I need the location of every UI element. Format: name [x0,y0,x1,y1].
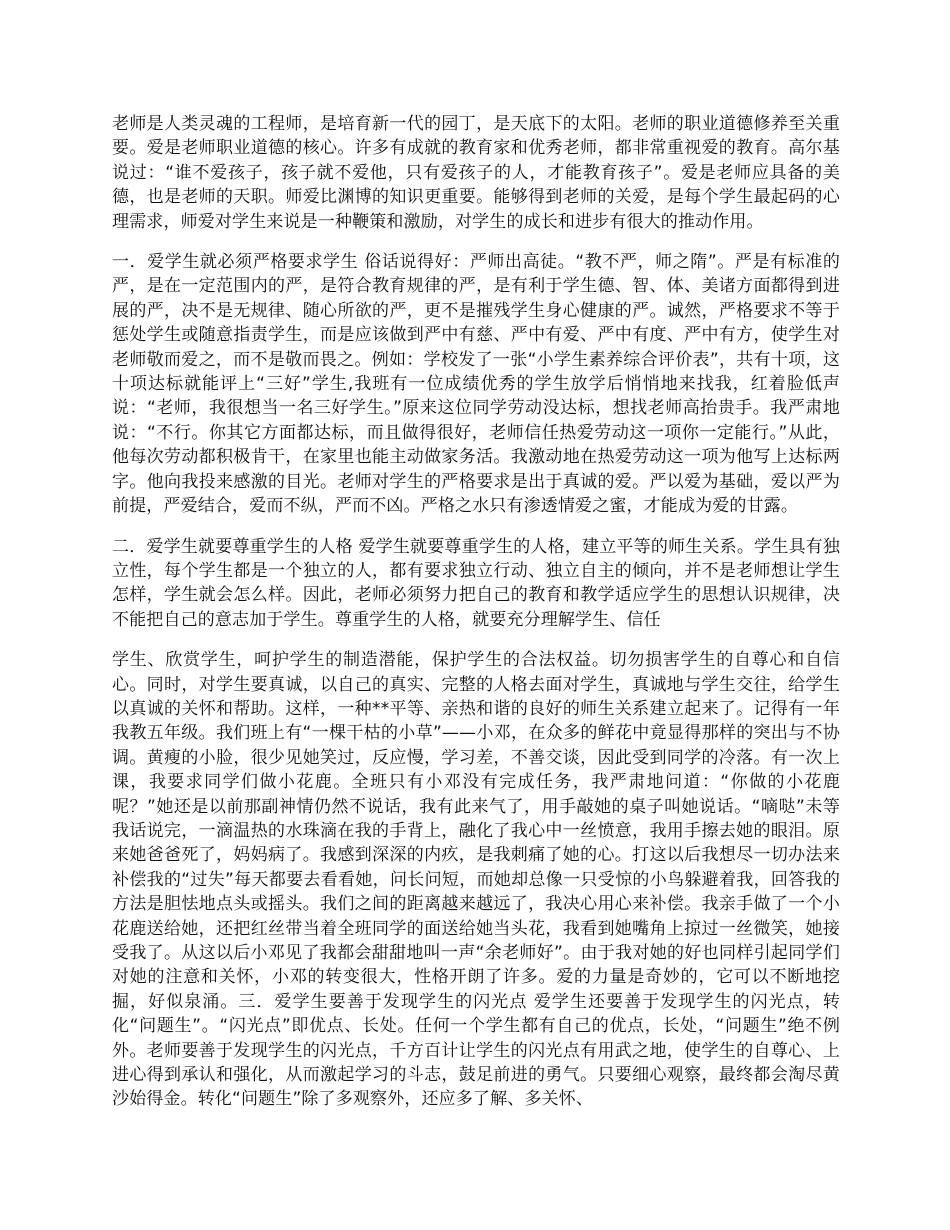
paragraph-section-one: 一．爱学生就必须严格要求学生 俗话说得好：严师出高徒。“教不严，师之隋”。严是有标准的严，是在一定范围内的严，是符合教育规律的严，是有利于学生德、智、体、美诸方面都得到进展的严，决不是无规律、随心所欲的严，更不是摧残学生身心健康的严。诚然，严格要求不等于惩处学生或随意指责学生，而是应该做到严中有慈、严中有爱、严中有度、严中有方，使学生对老师敬而爱之，而不是敬而畏之。例如：学校发了一张“小学生素养综合评价表”，共有十项，这十项达标就能评上“三好”学生,我班有一位成绩优秀的学生放学后悄悄地来找我，红着脸低声说：“老师，我很想当一名三好学生。”原来这位同学劳动没达标，想找老师高抬贵手。我严肃地说：“不行。你其它方面都达标，而且做得很好，老师信任热爱劳动这一项你一定能行。”从此，他每次劳动都积极肯干，在家里也能主动做家务活。我激动地在热爱劳动这一项为他写上达标两字。他向我投来感激的目光。老师对学生的严格要求是出于真诚的爱。严以爱为基础，爱以严为前提，严爱结合，爱而不纵，严而不凶。严格之水只有渗透情爱之蜜，才能成为爱的甘露。 [112,252,840,517]
paragraph-intro: 老师是人类灵魂的工程师，是培育新一代的园丁，是天底下的太阳。老师的职业道德修养至关重要。爱是老师职业道德的核心。许多有成就的教育家和优秀老师，都非常重视爱的教育。高尔基说过：“谁不爱孩子，孩子就不爱他，只有爱孩子的人，才能教育孩子”。爱是老师应具备的美德，也是老师的天职。师爱比渊博的知识更重要。能够得到老师的关爱，是每个学生最起码的心理需求，师爱对学生来说是一种鞭策和激励，对学生的成长和进步有很大的推动作用。 [112,114,840,232]
paragraph-section-two-continued: 学生、欣赏学生，呵护学生的制造潜能，保护学生的合法权益。切勿损害学生的自尊心和自信心。同时，对学生要真诚，以自己的真实、完整的人格去面对学生，真诚地与学生交往，给学生以真诚的关怀和帮助。这样，一种**平等、亲热和谐的良好的师生关系建立起来了。记得有一年我教五年级。我们班上有“一棵干枯的小草”——小邓，在众多的鲜花中竟显得那样的突出与不协调。黄瘦的小脸，很少见她笑过，反应慢，学习差，不善交谈，因此受到同学的冷落。有一次上课，我要求同学们做小花鹿。全班只有小邓没有完成任务，我严肃地问道：“你做的小花鹿呢？”她还是以前那副神情仍然不说话，我有此来气了，用手敲她的桌子叫她说话。“嘀哒”未等我话说完，一滴温热的水珠滴在我的手背上，融化了我心中一丝愤意，我用手擦去她的眼泪。原来她爸爸死了，妈妈病了。我感到深深的内疚，是我刺痛了她的心。打这以后我想尽一切办法来补偿我的“过失”每天都要去看看她，问长问短，而她却总像一只受惊的小鸟躲避着我，回答我的方法是胆怯地点头或摇头。我们之间的距离越来越远了，我决心用心来补偿。我亲手做了一个小花鹿送给她，还把红丝带当着全班同学的面送给她当头花，我看到她嘴角上掠过一丝微笑，她接受我了。从这以后小邓见了我都会甜甜地叫一声“余老师好”。由于我对她的好也同样引起同学们对她的注意和关怀，小邓的转变很大，性格开朗了许多。爱的力量是奇妙的，它可以不断地挖掘，好似泉涌。三．爱学生要善于发现学生的闪光点 爱学生还要善于发现学生的闪光点，转化“问题生”。“闪光点”即优点、长处。任何一个学生都有自己的优点，长处，“问题生”绝不例外。老师要善于发现学生的闪光点，千方百计让学生的闪光点有用武之地，使学生的自尊心、上进心得到承认和强化，从而激起学习的斗志，鼓足前进的勇气。只要细心观察，最终都会淘尽黄沙始得金。转化“问题生”除了多观察外，还应多了解、多关怀、 [112,650,840,1110]
paragraph-section-two: 二．爱学生就要尊重学生的人格 爱学生就要尊重学生的人格，建立平等的师生关系。学生具有独立性，每个学生都是一个独立的人，都有要求独立行动、独立自主的倾向，并不是老师想让学生怎样，学生就会怎么样。因此，老师必须努力把自己的教育和教学适应学生的思想认识规律，决不能把自己的意志加于学生。尊重学生的人格，就要充分理解学生、信任 [112,536,840,630]
